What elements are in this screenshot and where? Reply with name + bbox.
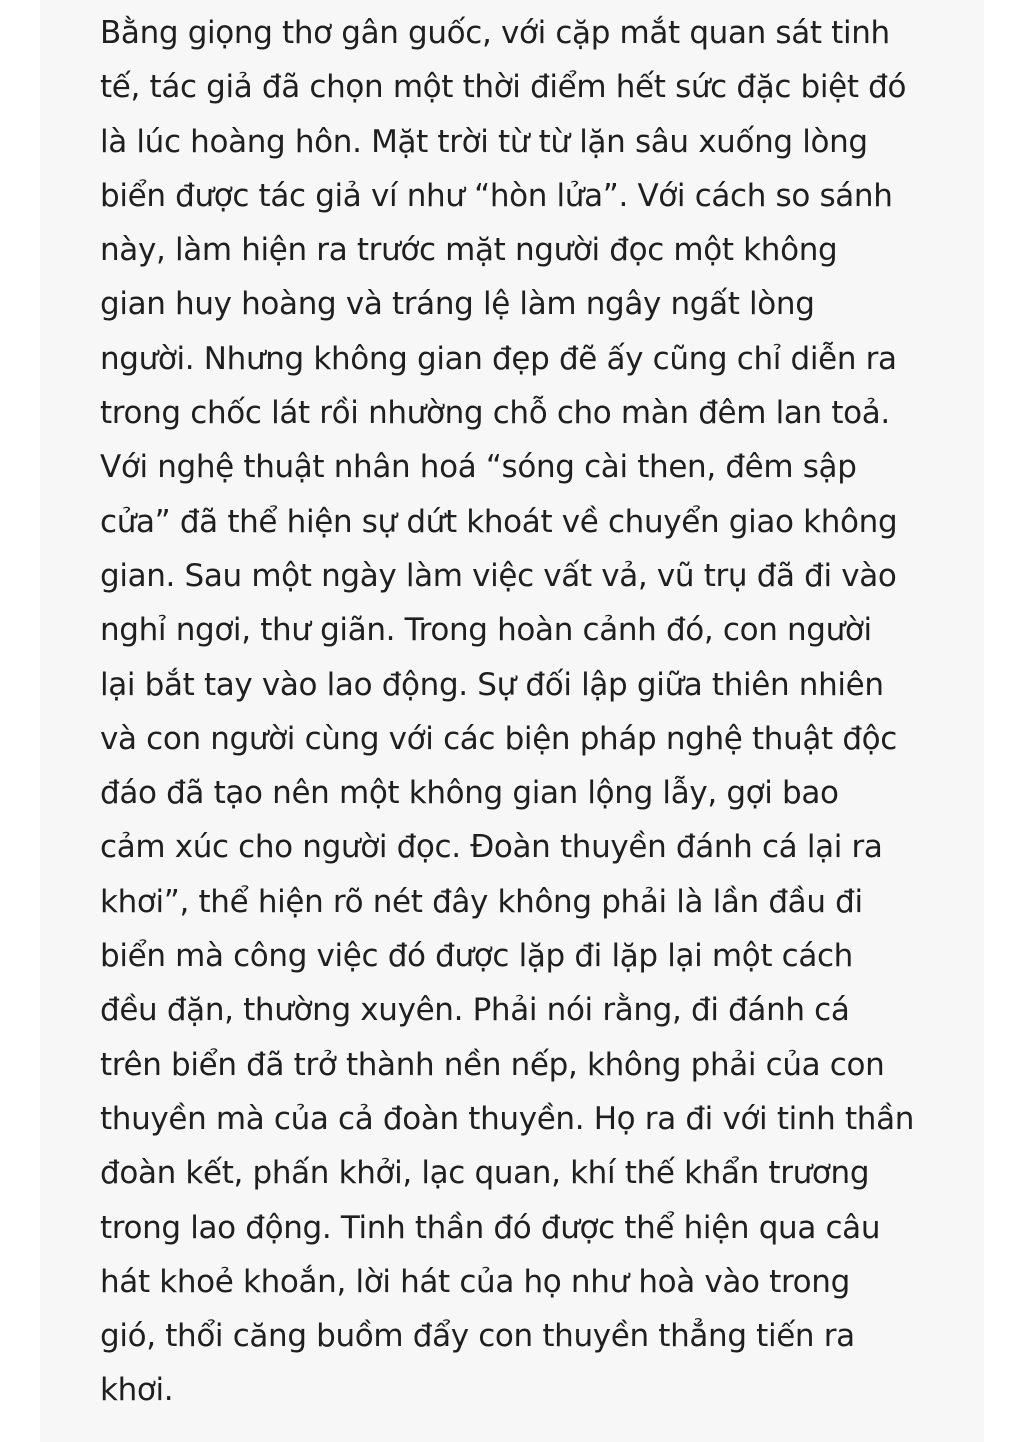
paragraph-line: khơi.	[100, 1372, 174, 1409]
paragraph-line: này, làm hiện ra trước mặt người đọc một không	[100, 232, 838, 269]
paragraph-line: biển mà công việc đó được lặp đi lặp lại một cách	[100, 938, 853, 975]
paragraph-line: đoàn kết, phấn khởi, lạc quan, khí thế khẩn trương	[100, 1155, 870, 1192]
paragraph-line: trong lao động. Tinh thần đó được thể hiện qua câu	[100, 1209, 881, 1246]
paragraph-line: Bằng giọng thơ gân guốc, với cặp mắt quan sát tinh	[100, 15, 890, 51]
paragraph-line: gió, thổi căng buồm đẩy con thuyền thẳng tiến ra	[100, 1318, 855, 1355]
paragraph-line: cửa” đã thể hiện sự dứt khoát về chuyển giao không	[100, 503, 898, 540]
paragraph-line: trong chốc lát rồi nhường chỗ cho màn đêm lan toả.	[100, 395, 890, 432]
paragraph-line: Với nghệ thuật nhân hoá “sóng cài then, đêm sập	[100, 449, 857, 486]
paragraph-line: lại bắt tay vào lao động. Sự đối lập giữa thiên nhiên	[100, 666, 884, 703]
paragraph-line: trên biển đã trở thành nền nếp, không phải của con	[100, 1046, 885, 1083]
paragraph-line: biển được tác giả ví như “hòn lửa”. Với cách so sánh	[100, 177, 893, 214]
paragraph-line: tế, tác giả đã chọn một thời điểm hết sức đặc biệt đó	[100, 69, 907, 106]
paragraph-line: nghỉ ngơi, thư giãn. Trong hoàn cảnh đó, con người	[100, 612, 872, 649]
paragraph-line: gian huy hoàng và tráng lệ làm ngây ngất lòng	[100, 286, 815, 323]
paragraph-line: cảm xúc cho người đọc. Đoàn thuyền đánh cá lại ra	[100, 829, 883, 866]
essay-paragraph	[100, 6, 930, 1418]
paragraph-line: thuyền mà của cả đoàn thuyền. Họ ra đi với tinh thần	[100, 1100, 915, 1137]
paragraph-line: đều đặn, thường xuyên. Phải nói rằng, đi đánh cá	[100, 992, 850, 1029]
paragraph-line: người. Nhưng không gian đẹp đẽ ấy cũng chỉ diễn ra	[100, 340, 897, 377]
paragraph-line: là lúc hoàng hôn. Mặt trời từ từ lặn sâu xuống lòng	[100, 123, 868, 160]
paragraph-line: gian. Sau một ngày làm việc vất vả, vũ trụ đã đi vào	[100, 557, 897, 594]
paragraph-line: hát khoẻ khoắn, lời hát của họ như hoà vào trong	[100, 1263, 850, 1300]
paragraph-line: khơi”, thể hiện rõ nét đây không phải là lần đầu đi	[100, 883, 863, 920]
paragraph-line: đáo đã tạo nên một không gian lộng lẫy, gợi bao	[100, 775, 839, 812]
paragraph-line: và con người cùng với các biện pháp nghệ thuật độc	[100, 720, 897, 757]
